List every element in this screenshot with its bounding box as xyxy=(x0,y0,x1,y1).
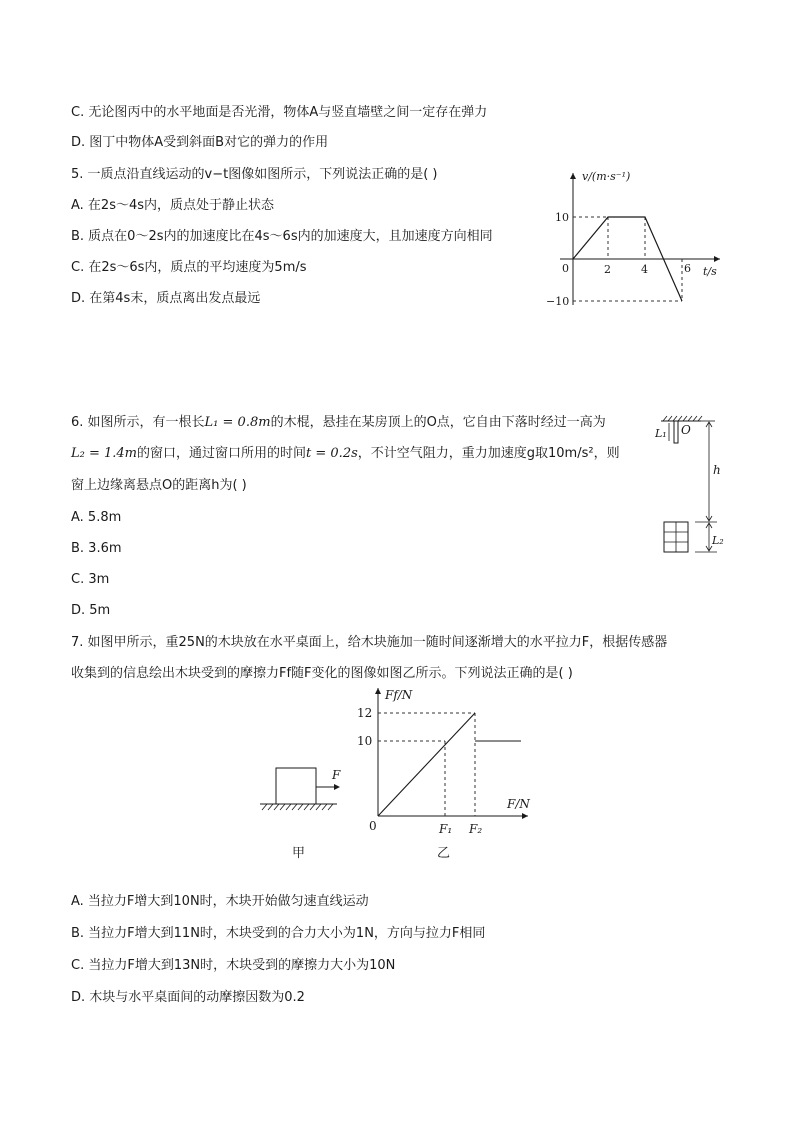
q7-block xyxy=(276,768,316,804)
q7-option-d: D. 木块与水平桌面间的动摩擦因数为0.2 xyxy=(71,990,305,1005)
q6-option-d: D. 5m xyxy=(71,603,111,618)
q6-line-2: L₂ = 1.4m的窗口，通过窗口所用的时间t = 0.2s，不计空气阻力，重力加速度g取10m/s²，则 xyxy=(71,446,620,461)
q7-ytick-12: 12 xyxy=(357,706,373,720)
q5-option-d: D. 在第4s末，质点离出发点最远 xyxy=(71,291,261,306)
q6-O-label: O xyxy=(681,423,691,437)
q7-caption-jia: 甲 xyxy=(292,846,306,860)
q7-caption-yi: 乙 xyxy=(437,846,451,860)
q5-stem: 5. 一质点沿直线运动的v−t图像如图所示，下列说法正确的是( ) xyxy=(71,167,438,182)
q7-xtick-F1: F₁ xyxy=(439,822,453,836)
q5-xtick-4: 4 xyxy=(641,263,648,276)
q5-xlabel: t/s xyxy=(703,265,717,278)
q6-line-1: 6. 如图所示，有一根长L₁ = 0.8m的木棍，悬挂在某房顶上的O点，它自由下落时经过一高为 xyxy=(71,415,606,430)
q5-vt-graph xyxy=(540,165,730,315)
q6-figure xyxy=(655,412,735,562)
q5-xtick-6: 6 xyxy=(684,262,691,275)
q5-option-a: A. 在2s～4s内，质点处于静止状态 xyxy=(71,198,275,213)
q5-origin: 0 xyxy=(562,262,569,275)
q4-option-d: D. 图丁中物体A受到斜面B对它的弹力的作用 xyxy=(71,135,329,150)
q6-L2-label: L₂ xyxy=(712,534,724,547)
q6-option-a: A. 5.8m xyxy=(71,510,122,525)
q5-option-c: C. 在2s～6s内，质点的平均速度为5m/s xyxy=(71,260,307,275)
q6-h-label: h xyxy=(713,463,721,477)
q6-option-b: B. 3.6m xyxy=(71,541,122,556)
q7-F-label: F xyxy=(332,768,341,782)
q6-line-3: 窗上边缘离悬点O的距离h为( ) xyxy=(71,478,247,493)
q6-L1-label: L₁ xyxy=(655,427,667,440)
q7-figure-yi xyxy=(345,680,535,860)
q5-option-b: B. 质点在0～2s内的加速度比在4s～6s内的加速度大，且加速度方向相同 xyxy=(71,229,493,244)
q5-ylabel: v/(m·s⁻¹) xyxy=(582,170,631,183)
q7-line-1: 7. 如图甲所示，重25N的木块放在水平桌面上，给木块施加一随时间逐渐增大的水平拉力F，根据传感器 xyxy=(71,635,668,650)
q7-line-2: 收集到的信息绘出木块受到的摩擦力Ff随F变化的图像如图乙所示。下列说法正确的是( ) xyxy=(71,666,573,681)
q5-ytick-10: 10 xyxy=(555,211,569,224)
q6-stick xyxy=(674,421,678,443)
q7-option-b: B. 当拉力F增大到11N时，木块受到的合力大小为1N，方向与拉力F相同 xyxy=(71,926,486,941)
q7-xlabel: F/N xyxy=(507,797,530,811)
q7-static-friction-line xyxy=(378,713,475,816)
q6-option-c: C. 3m xyxy=(71,572,110,587)
q7-option-a: A. 当拉力F增大到10N时，木块开始做匀速直线运动 xyxy=(71,894,369,909)
q7-option-c: C. 当拉力F增大到13N时，木块受到的摩擦力大小为10N xyxy=(71,958,396,973)
q7-ylabel: Ff/N xyxy=(385,688,413,702)
q7-xtick-F2: F₂ xyxy=(469,822,483,836)
q4-option-c: C. 无论图丙中的水平地面是否光滑，物体A与竖直墙壁之间一定存在弹力 xyxy=(71,105,488,120)
q5-xtick-2: 2 xyxy=(604,263,611,276)
q7-ytick-10: 10 xyxy=(357,734,373,748)
q7-origin: 0 xyxy=(369,819,377,833)
q5-ytick-neg10: −10 xyxy=(546,295,570,308)
